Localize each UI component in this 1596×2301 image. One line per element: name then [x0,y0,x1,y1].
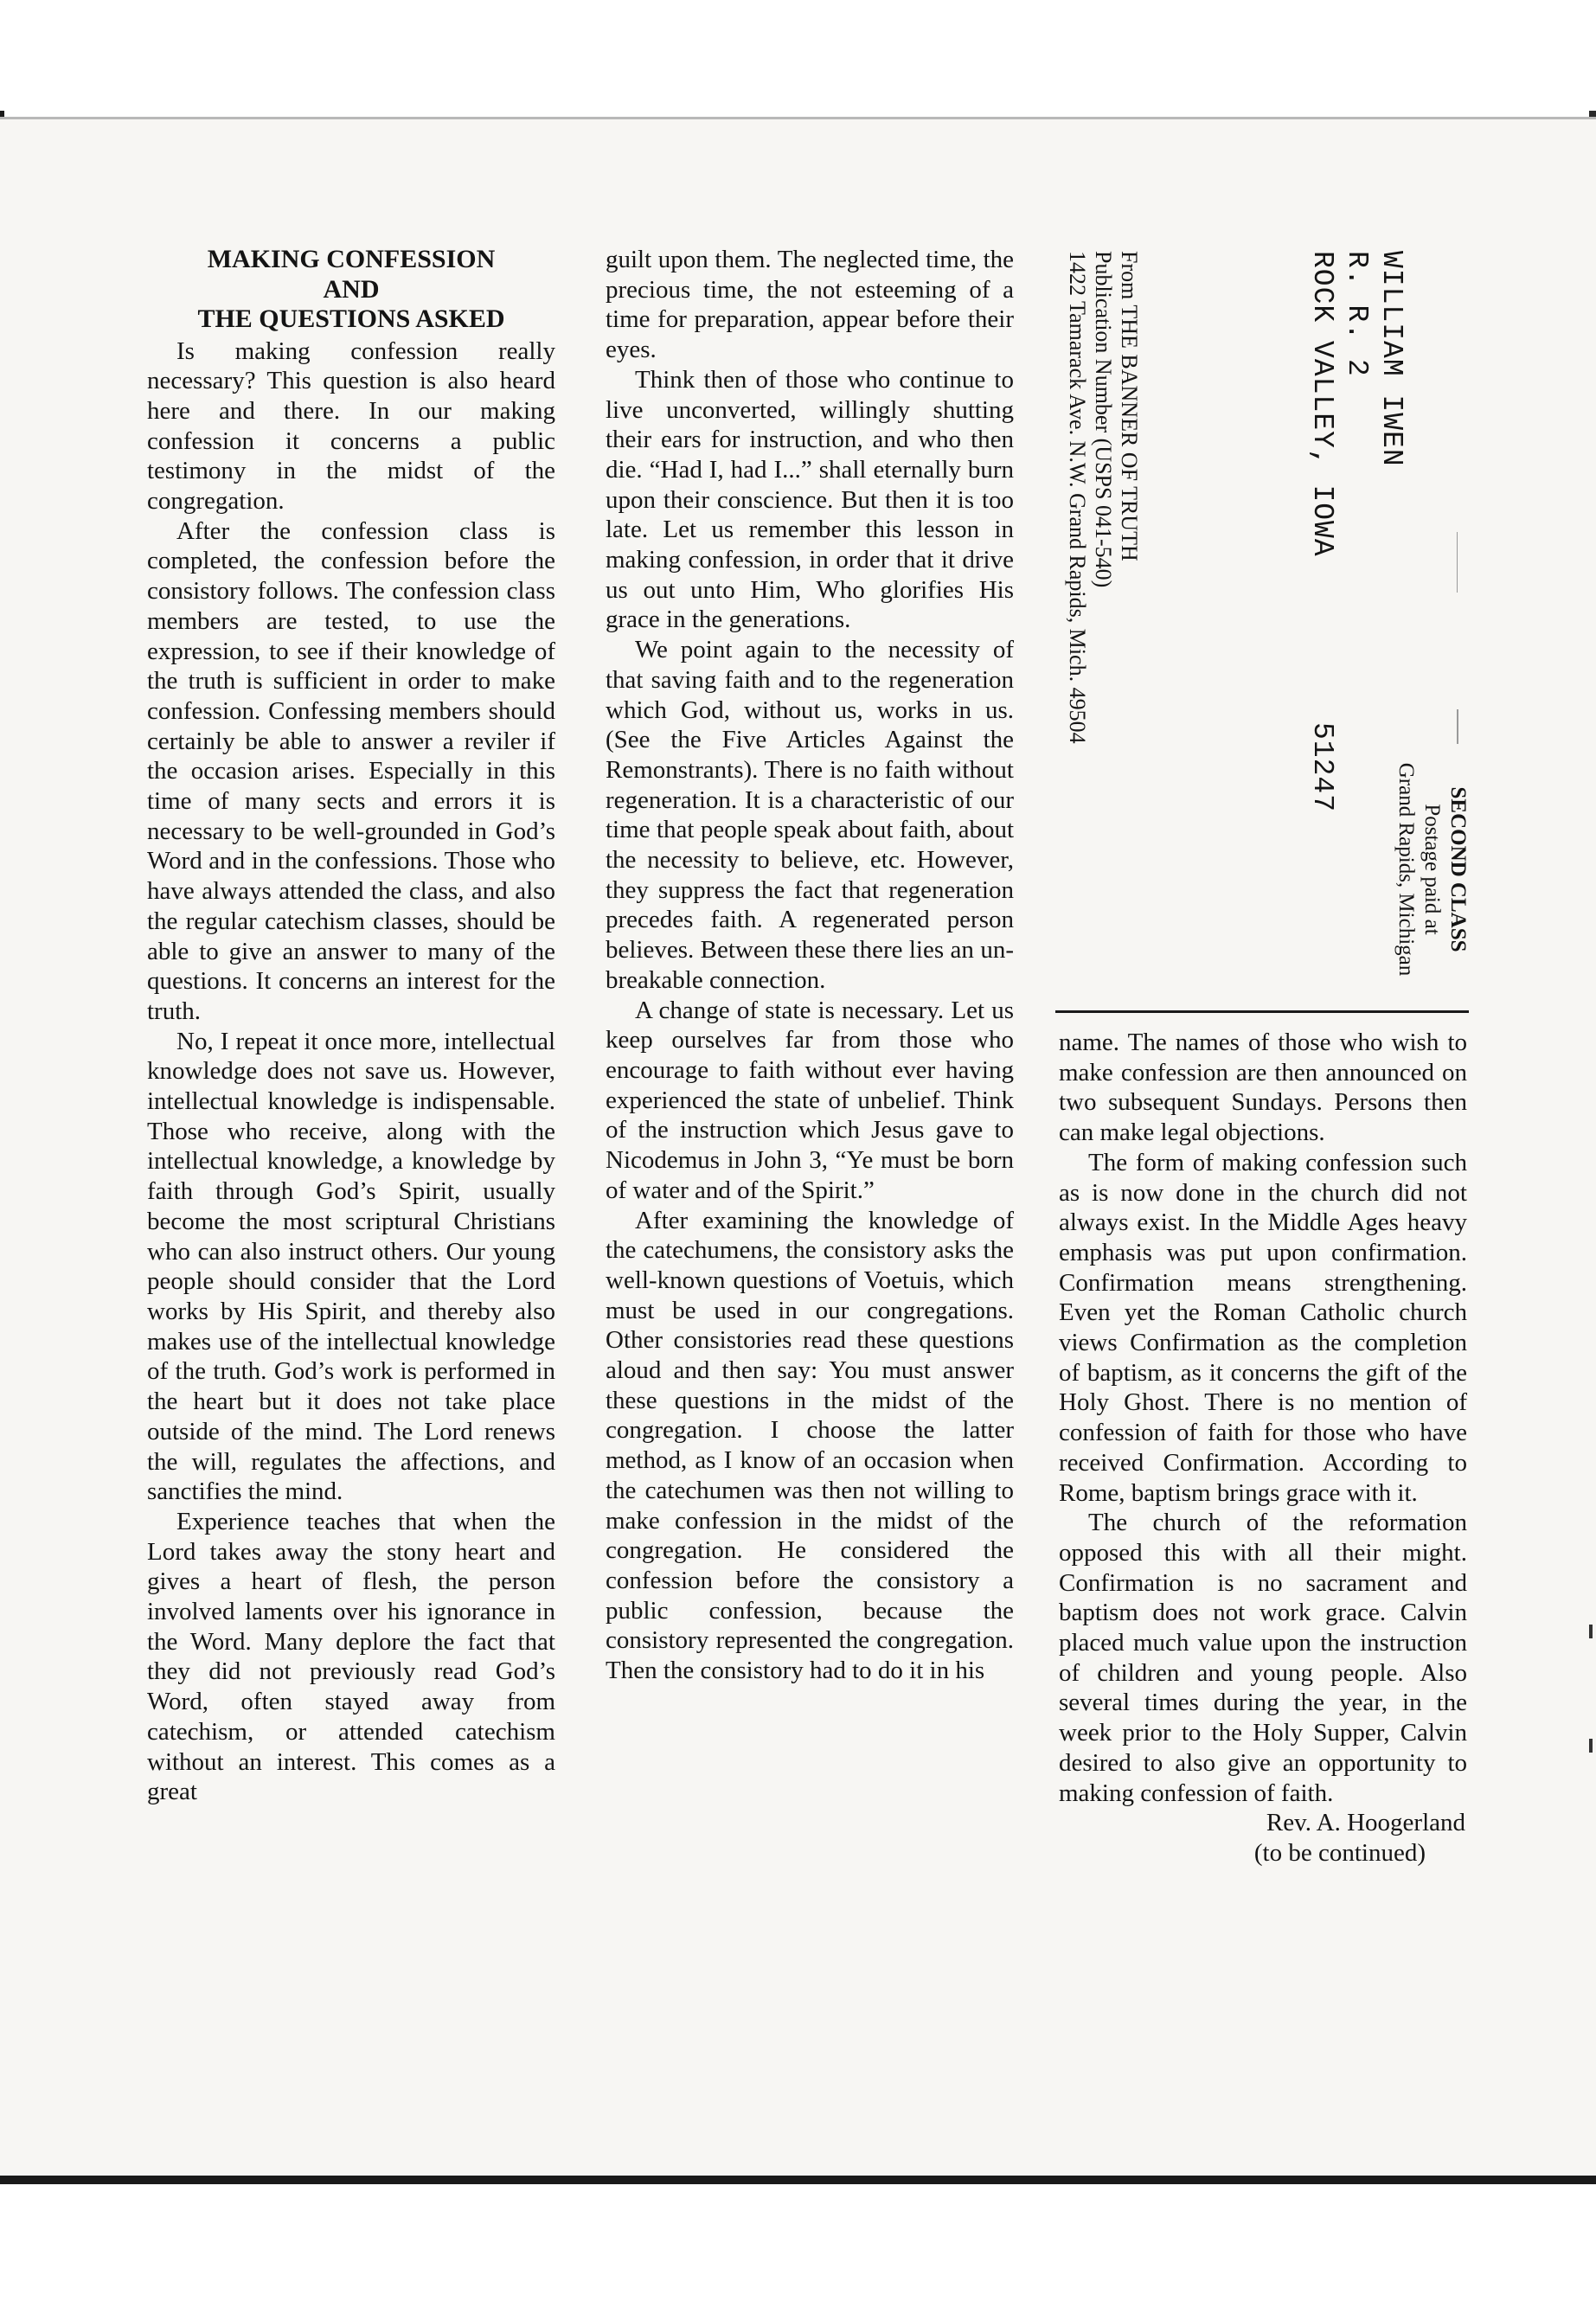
address-name: WILLIAM IWEN [1375,251,1407,467]
title-line: AND [323,274,380,304]
article-column-2 [606,245,1014,1686]
permit-box-edge [1457,709,1458,744]
address-city [1304,251,1339,813]
article-column-3 [1059,1028,1467,1868]
address-route: R. R. 2 [1341,251,1373,377]
permit-note: Postage paid at [1420,804,1444,935]
paragraph: name. The names of those who wish to make confession are then announced on two subsequent Sundays. Persons then can make legal objections. [1059,1029,1467,1147]
address-city-state: ROCK VALLEY, IOWA [1306,251,1338,557]
paragraph: We point again to the necessity of that saving faith and to the regeneration which God, without us, works in us. (See the Five Articles Against the Remonstrants). There is no faith without regeneration. It is a characteristic of our time that people speak about faith, about the necessity to believe, etc. However, they suppress the fact that regeneration precedes faith. A regenerated person believes. Between these there lies an unbreakable connection. [606,636,1014,994]
paragraph: The form of making confession such as is now done in the church did not always exist. In the Middle Ages heavy emphasis was put upon confirmation. Confirmation means strengthening. Even yet the Roman Catholic church views Confirmation as the completion of baptism, as it concerns the gift of the Holy Ghost. There is no mention of confession of faith for those who have received Confirmation. According to Rome, baptism brings grace with it. [1059,1148,1467,1507]
article-column-1 [147,245,555,1807]
publisher-address: 1422 Tamarack Ave. N.W. Grand Rapids, Mich. 49504 [1065,251,1090,744]
paragraph: After the confession class is completed, the confession before the consistory follows. The confession class members are tested, to use the expression, to see if their knowledge of the truth is sufficient in order to make confession. Confessing members should certainly be able to answer a reviler if the occasion arises. Especially in this time of many sects and errors it is necessary to be well-grounded in God’s Word and in the confessions. Those who have always attended the class, and also the regular catechism classes, should be able to give an answer to many of the questions. It concerns an interest for the truth. [147,516,555,1025]
paragraph: No, I repeat it once more, intellectual knowledge does not save us. However, intellectual knowledge is indispensable. Those who receive, along with the intellectual knowledge, a knowledge by faith through God’s Spirit, usually become the most scriptural Christians who can also instruct others. Our young people should consider that the Lord works by His Spirit, and thereby also makes use of the intellectual knowledge of the truth. God’s work is performed in the heart but it does not take place outside of the mind. The Lord renews the will, regulates the affections, and sanctifies the mind. [147,1027,555,1506]
author-signature: Rev. A. Hoogerland [1266,1809,1465,1837]
title-line: MAKING CONFESSION [207,245,496,273]
permit-city: Grand Rapids, Michigan [1394,762,1418,977]
permit-class: SECOND CLASS [1446,786,1470,952]
address-zip: 51247 [1306,722,1338,813]
section-divider [1055,1010,1469,1013]
paragraph: The church of the reformation opposed this with all their might. Confirmation is no sacrament and baptism does not work grace. Calvin placed much value upon the instruction of children and young people. Also several times during the year, in the week prior to the Holy Supper, Calvin desired to also give an opportunity to making confession of faith. [1059,1509,1467,1807]
postage-permit [1393,744,1471,995]
publication-number: Publication Number (USPS 041-540) [1091,251,1116,588]
label-edge [1457,532,1458,593]
paragraph: Experience teaches that when the Lord takes away the stony heart and gives a heart of flesh, the person involved laments over his ignorance in the Word. Many deplore the fact that they did not previously read God’s Word, often stayed away from catechism, or attended catechism without an interest. This comes as a great [147,1507,555,1806]
paragraph: A change of state is necessary. Let us keep ourselves far from those who encourage to faith without ever having experienced the state of unbelief. Think of the instruction which Jesus gave to Nicodemus in John 3, “Ye must be born of water and of the Spirit.” [606,996,1014,1204]
paragraph: Is making confession really necessary? This question is also heard here and there. In our making confession it concerns a public testimony in the midst of the congregation. [147,336,555,516]
article-title [147,245,555,335]
title-line: THE QUESTIONS ASKED [197,304,505,333]
paragraph: Think then of those who continue to live unconverted, willingly shutting their ears for instruction, and who then die. “Had I, had I...” shall eternally burn upon their conscience. But then it is too late. Let us remember this lesson in making confession, in order that it drive us out unto Him, Who glorifies His grace in the generations. [606,365,1014,634]
paragraph: guilt upon them. The neglected time, the precious time, the not esteeming of a time for preparation, appear before their eyes. [606,246,1014,364]
bottom-rule [0,2176,1596,2184]
continued-note: (to be continued) [1253,1838,1426,1867]
scan-mark [1589,1739,1593,1753]
scan-mark [1589,1625,1593,1638]
paragraph: After examining the knowledge of the catechumens, the consistory asks the well-known questions of Voetuis, which must be used in our congregations. Other consistories read these questions aloud and then say: You must answer these questions in the midst of the congregation. I choose the latter method, as I know of an occasion when the catechumen was then not willing to make confession in the midst of the congregation. He considered the confession before the consistory a public confession, because the consistory represented the congregation. Then the consistory had to do it in his [606,1206,1014,1685]
publisher-block [1064,251,1142,744]
mailing-address [1304,251,1408,813]
publisher-name: From THE BANNER OF TRUTH [1117,251,1142,561]
